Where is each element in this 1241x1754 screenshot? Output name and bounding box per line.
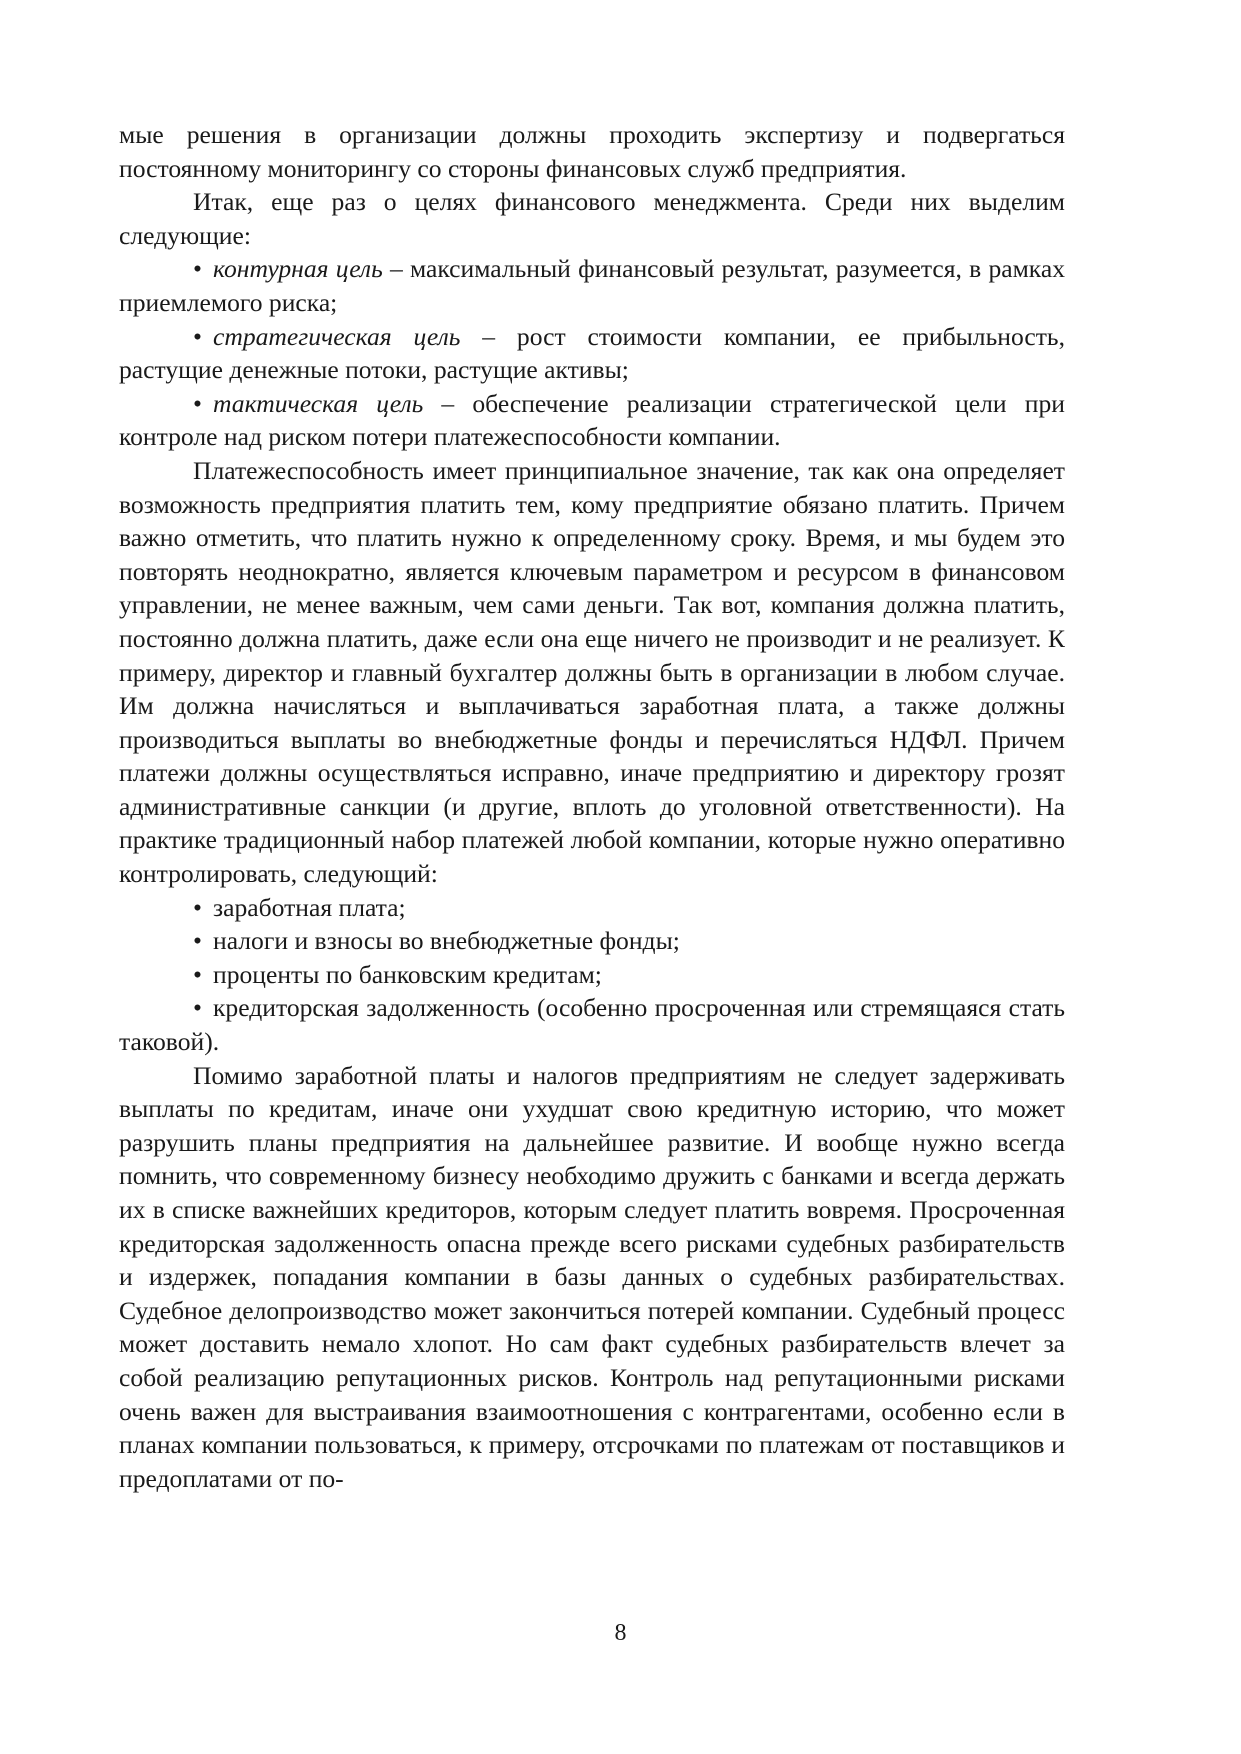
list-item-text: – максимальный финансовый результат, разумеется, в рамках приемлемого риска; [119,254,1065,317]
list-item-text: налоги и взносы во внебюджетные фонды; [213,926,680,956]
list-item-text: – обеспечение реализации стратегической цели при контроле над риском потери платежеспособности компании. [119,388,1065,452]
paragraph-continuation: мые решения в организации должны проходить экспертизу и подвергаться постоянному мониторингу со стороны финансовых служб предприятия. [119,120,1065,183]
paragraph-goals-intro: Итак, еще раз о целях финансового менеджмента. Среди них выделим следующие: [119,187,1065,250]
list-item-text: кредиторская задолженность (особенно просроченная или стремящаяся стать таковой). [119,993,1065,1057]
bullet-icon: • [193,254,202,284]
list-item-text: – рост стоимости компании, ее прибыльность, растущие денежные потоки, растущие активы; [119,321,1065,385]
term-contour-goal: контурная цель [213,254,383,284]
bullet-icon: • [193,388,202,418]
list-item-strategic-goal [119,320,1065,387]
bullet-icon: • [193,926,202,956]
bullet-icon: • [193,959,202,989]
bullet-icon: • [193,892,202,922]
list-item-salary [119,891,1065,925]
list-item-payables [119,991,1065,1058]
term-tactical-goal: тактическая цель [213,388,424,418]
list-item-tactical-goal [119,387,1065,454]
bullet-icon: • [193,321,202,351]
list-item-interest [119,958,1065,992]
term-strategic-goal: стратегическая цель [213,321,461,351]
page-number: 8 [614,1620,627,1646]
paragraph-solvency: Платежеспособность имеет принципиальное значение, так как она определяет возможность предприятия платить тем, кому предприятие обязано платить. Причем важно отметить, что платить нужно к определенному сроку. Время, и мы будем это повторять неоднократно, является ключевым параметром и ресурсом в финансовом управлении, не менее важным, чем сами деньги. Так вот, компания должна платить, постоянно должна платить, даже если она еще ничего не производит и не реализует. К примеру, директор и главный бухгалтер должны быть в организации в любом случае. Им должна начисляться и выплачиваться заработная плата, а также должны производиться выплаты во внебюджетные фонды и перечисляться НДФЛ. Причем платежи должны осуществляться исправно, иначе предприятию и директору грозят административные санкции (и другие, вплоть до уголовной ответственности). На практике традиционный набор платежей любой компании, которые нужно оперативно контролировать, следующий: [119,455,1065,889]
list-item-text: заработная плата; [213,892,406,922]
list-item-taxes [119,924,1065,958]
list-item-text: проценты по банковским кредитам; [213,959,602,989]
page-body [119,118,1065,1495]
paragraph-credit-history: Помимо заработной платы и налогов предприятиям не следует задерживать выплаты по кредитам, иначе они ухудшат свою кредитную историю, что может разрушить планы предприятия на дальнейшее развитие. И вообще нужно всегда помнить, что современному бизнесу необходимо дружить с банками и всегда держать их в списке важнейших кредиторов, которым следует платить вовремя. Просроченная кредиторская задолженность опасна прежде всего рисками судебных разбирательств и издержек, попадания компании в базы данных о судебных разбирательствах. Судебное делопроизводство может закончиться потерей компании. Судебный процесс может доставить немало хлопот. Но сам факт судебных разбирательств влечет за собой реализацию репутационных рисков. Контроль над репутационными рисками очень важен для выстраивания взаимоотношения с контрагентами, особенно если в планах компании пользоваться, к примеру, отсрочками по платежам от поставщиков и предоплатами от по- [119,1060,1065,1493]
bullet-icon: • [193,993,202,1023]
list-item-contour-goal [119,252,1065,319]
